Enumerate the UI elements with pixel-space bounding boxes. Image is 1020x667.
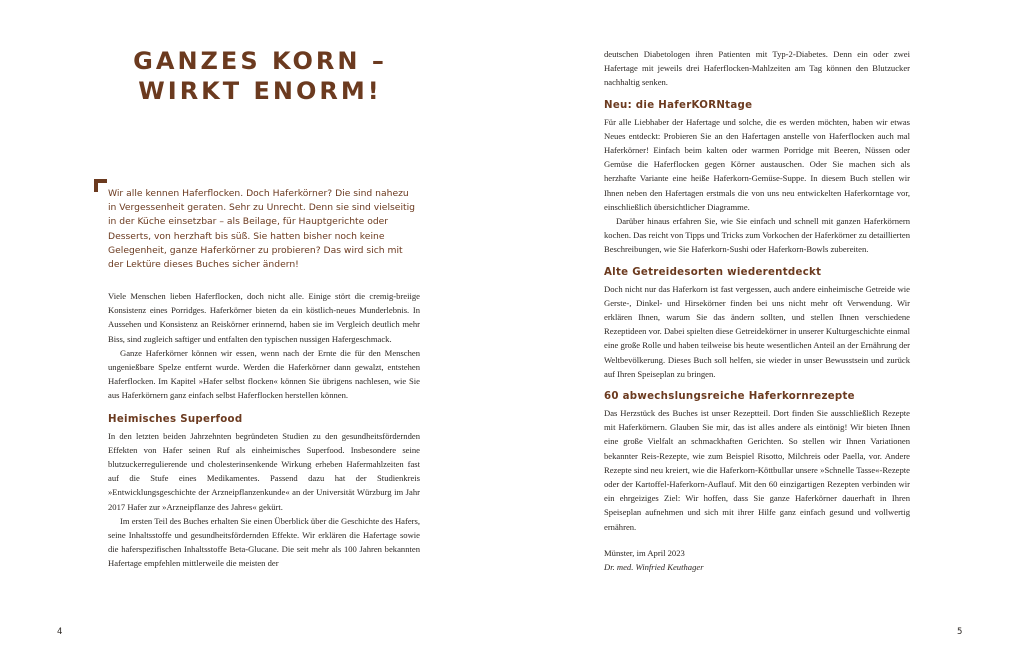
left-body-column [108,289,420,571]
place-date: Münster, im April 2023 [604,547,685,558]
body-paragraph: deutschen Diabetologen ihren Patienten mit Typ-2-Diabetes. Denn ein oder zwei Hafertage mit jeweils drei Haferflocken-Mahlzeiten am Tag können den Blutzucker nachhaltig senken. [604,49,910,88]
body-paragraph: Ganze Haferkörner können wir essen, wenn nach der Ernte die für den Menschen ungenießbare Spelze entfernt wurde. Werden die Haferkörner dann gewalzt, entstehen Haferflocken. Im Kapitel »Hafer selbst flocken« können Sie übrigens nachlesen, wie Sie aus Haferkörnern ganz einfach selbst Haferflocken herstellen können. [108,347,420,401]
body-paragraph: Das Herzstück des Buches ist unser Rezeptteil. Dort finden Sie ausschließlich Rezepte mit Haferkörnern. Glauben Sie mir, das ist alles andere als eintönig! Wir bieten Ihnen eine große Vielfalt an schmackhaften Gerichten. So stellen wir Ihnen Variationen bekannter Reis-Rezepte, wie zum Beispiel Risotto, Milchreis oder Paella, vor. Andere Rezepte sind neu kreiert, wie die Haferkorn-Köttbullar unsere »Schnelle Tasse«-Rezepte oder der Kartoffel-Haferkorn-Auflauf. Mit den 60 einzigartigen Rezepten verbinden wir ein ehrgeiziges Ziel: Wir hoffen, dass Sie ganze Haferkörner dauerhaft in Ihren Speiseplan aufnehmen und sich mit ihrer Hilfe ganz einfach gesund und vollwertig ernähren. [604,408,910,532]
section-heading: 60 abwechslungsreiche Haferkornrezepte [604,391,855,403]
author-signature: Dr. med. Winfried Keuthager [604,562,704,573]
section-heading: Alte Getreidesorten wiederentdeckt [604,266,822,278]
section-heading: Heimisches Superfood [108,413,243,425]
body-paragraph: In den letzten beiden Jahrzehnten begründeten Studien zu den gesundheitsfördernden Effekten von Hafer seinen Ruf als einheimisches Superfood. Insbesondere seine blutzuckerregulierende und cholesterinsenkende Wirkung erheben Hafermahlzeiten fast auf die Stufe eines Medikamentes. Passend dazu hat der Studienkreis »Entwicklungsgeschichte der Arzneipflanzenkunde« an der Universität Würzburg im Jahr 2017 Hafer zur »Arzneipflanze des Jahres« gekürt. [108,430,420,512]
chapter-title: GANZES KORN – WIRKT ENORM! [133,47,387,105]
body-paragraph: Für alle Liebhaber der Hafertage und solche, die es werden möchten, haben wir etwas Neues entdeckt: Probieren Sie an den Hafertagen anstelle von Haferflocken auch mal Haferkörner! Einfach beim kalten oder warmen Porridge mit Beeren, Nüssen oder Gemüse die Haferflocken gegen Körner austauschen. Oder Sie machen sich als herzhafte Variante eine heiße Haferkorn-Gemüse-Suppe. In diesem Buch stellen wir Ihnen neben den Hafertagen erstmals die von uns neu entwickelten Haferkorntage vor, einschließlich übersichtlicher Diagramme. [604,116,910,212]
body-paragraph: Viele Menschen lieben Haferflocken, doch nicht alle. Einige stört die cremig-breiige Konsistenz eines Porridges. Haferkörner bieten da ein köstlich-neues Munderlebnis. In Aussehen und Konsistenz an Reiskörner erinnernd, haben sie im Vergleich deutlich mehr Biss, sind zugleich saftiger und entfalten den typischen nussigen Hafergeschmack. [108,291,420,344]
body-paragraph: Darüber hinaus erfahren Sie, wie Sie einfach und schnell mit ganzen Haferkörnern kochen. Das reicht von Tipps und Tricks zum Vorkochen der Haferkörner zu detaillierten Beschreibungen, wie Sie Haferkorn-Sushi oder Haferkorn-Bowls zubereiten. [604,216,910,255]
section-heading: Neu: die HaferKORNtage [604,99,753,111]
body-paragraph: Im ersten Teil des Buches erhalten Sie einen Überblick über die Geschichte des Hafers, seine Inhaltsstoffe und gesundheitsfördernden Effekte. Wir erklären die Hafertage sowie die haferspezifischen Inhaltsstoffe Beta-Glucane. Die seit mehr als 100 Jahren bekannten Hafertage empfehlen mittlerweile die meisten der [108,515,420,569]
page-number: 5 [957,627,963,637]
intro-text: Wir alle kennen Haferflocken. Doch Haferkörner? Die sind nahezu in Vergessenheit geraten. Sehr zu Unrecht. Denn sie sind vielseitig in der Küche einsetzbar – als Beilage, für Hauptgerichte oder Desserts, von herzhaft bis süß. Sie hatten bisher noch keine Gelegenheit, ganze Haferkörner zu probieren? Das wird sich mit der Lektüre dieses Buches sicher ändern! [108,188,415,271]
page-number: 4 [57,627,63,637]
body-paragraph: Doch nicht nur das Haferkorn ist fast vergessen, auch andere einheimische Getreide wie Gerste-, Dinkel- und Hirsekörner finden bei uns nicht mehr oft Verwendung. Wir erklären Ihnen, warum Sie das ändern sollten, und stellen Ihnen verschiedene Rezeptideen vor. Dabei spielten diese Getreidekörner in unserer Kulturgeschichte einmal eine große Rolle und haben teilweise bis heute wesentlichen Anteil an der Ernährung der Weltbevölkerung. Dieses Buch soll helfen, sie wieder in unser Bewusstsein und zurück auf Ihren Speiseplan zu bringen. [604,283,910,379]
intro-bracket-ornament [94,179,107,192]
right-body-column [604,47,910,574]
